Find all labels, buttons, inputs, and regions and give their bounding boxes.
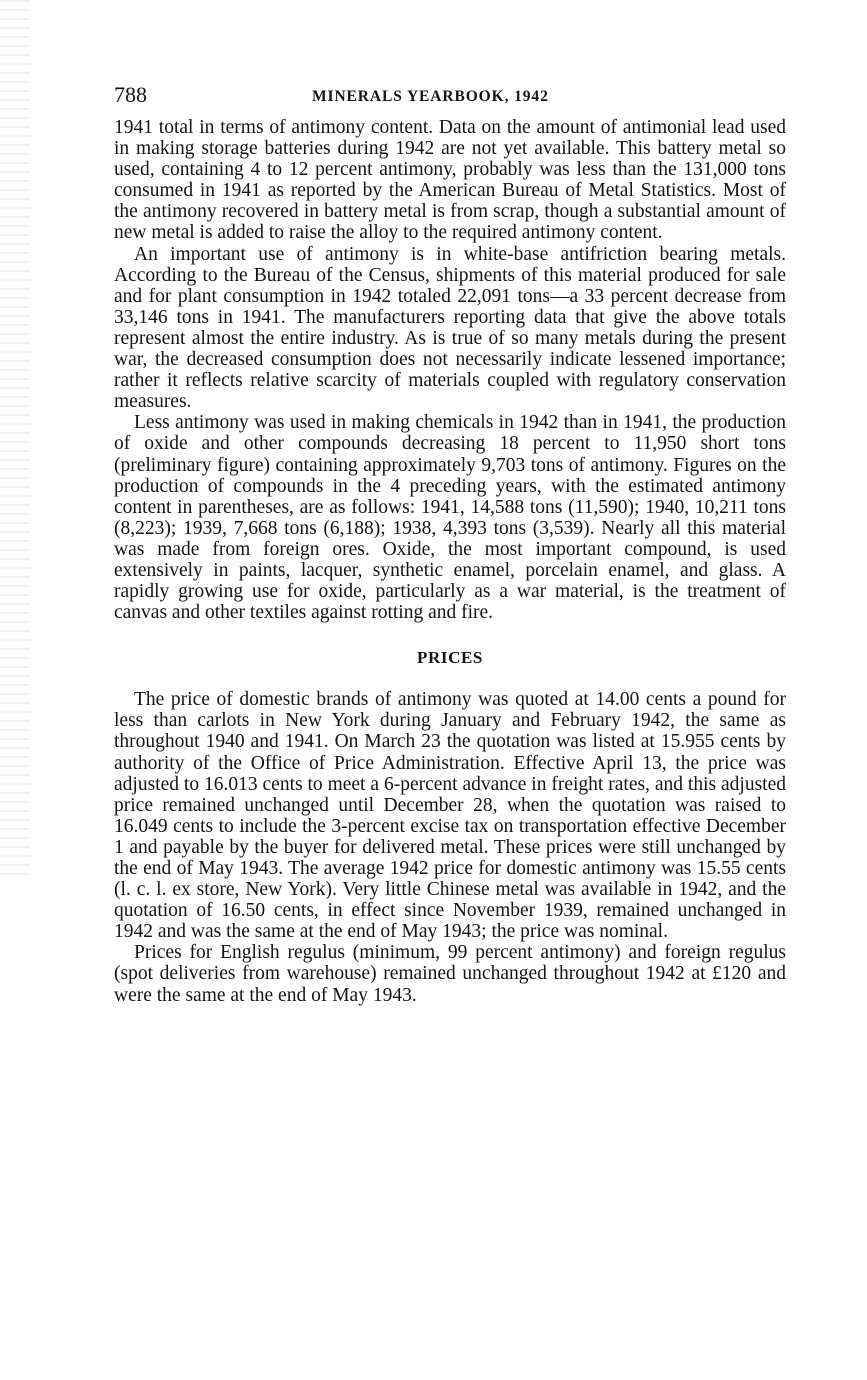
paragraph-domestic-prices: The price of domestic brands of antimony was quoted at 14.00 cents a pound for less than carlots in New York during January and February 1942, the same as throughout 1940 and 1941. On March 23 the quotation was listed at 15.955 cents by authority of the Office of Price Administration. Effective April 13, the price was adjusted to 16.013 cents to meet a 6-percent advance in freight rates, and this adjusted price remained unchanged until December 28, when the quotation was raised to 16.049 cents to include the 3-percent excise tax on transportation effective December 1 and payable by the buyer for delivered metal. These prices were still unchanged by the end of May 1943. The average 1942 price for domestic antimony was 15.55 cents (l. c. l. ex store, New York). Very little Chinese metal was available in 1942, and the quotation of 16.50 cents, in effect since November 1939, remained unchanged in 1942 and was the same at the end of May 1943; the price was nominal. <box>114 689 786 943</box>
page-number: 788 <box>114 82 147 107</box>
antimony-uses-section <box>114 117 786 623</box>
prices-section <box>114 689 786 1005</box>
paragraph-bearing-metals: An important use of antimony is in white-base antifriction bearing metals. According to the Bureau of the Census, shipments of this material produced for sale and for plant consumption in 1942 totaled 22,091 tons—a 33 percent decrease from 33,146 tons in 1941. The manufacturers reporting data that give the above totals represent almost the entire industry. As is true of so many metals during the present war, the decreased consumption does not necessarily indicate lessened importance; rather it reflects relative scarcity of materials coupled with regulatory conservation measures. <box>114 243 786 413</box>
paragraph-english-regulus: Prices for English regulus (minimum, 99 percent antimony) and foreign regulus (spot deliveries from warehouse) remained unchanged throughout 1942 at £120 and were the same at the end of May 1943. <box>114 942 786 1006</box>
running-title: MINERALS YEARBOOK, 1942 <box>312 88 549 105</box>
scan-edge-shadow <box>0 0 30 880</box>
paragraph-battery-metal: 1941 total in terms of antimony content. Data on the amount of antimonial lead used in making storage batteries during 1942 are not yet available. This battery metal so used, containing 4 to 12 percent antimony, probably was less than the 131,000 tons consumed in 1941 as reported by the American Bureau of Metal Statistics. Most of the antimony recovered in battery metal is from scrap, though a substantial amount of new metal is added to raise the alloy to the required antimony content. <box>114 117 786 244</box>
prices-heading: PRICES <box>417 648 483 668</box>
paragraph-chemicals: Less antimony was used in making chemicals in 1942 than in 1941, the production of oxide and other compounds decreasing 18 percent to 11,950 short tons (preliminary figure) containing approximately 9,703 tons of antimony. Figures on the production of compounds in the 4 preceding years, with the estimated antimony content in parentheses, are as follows: 1941, 14,588 tons (11,590); 1940, 10,211 tons (8,223); 1939, 7,668 tons (6,188); 1938, 4,393 tons (3,539). Nearly all this material was made from foreign ores. Oxide, the most important compound, is used extensively in paints, lacquer, synthetic enamel, porcelain enamel, and glass. A rapidly growing use for oxide, particularly as a war material, is the treatment of canvas and other textiles against rotting and fire. <box>114 412 786 624</box>
book-page <box>114 82 786 1006</box>
page-header <box>114 82 786 112</box>
